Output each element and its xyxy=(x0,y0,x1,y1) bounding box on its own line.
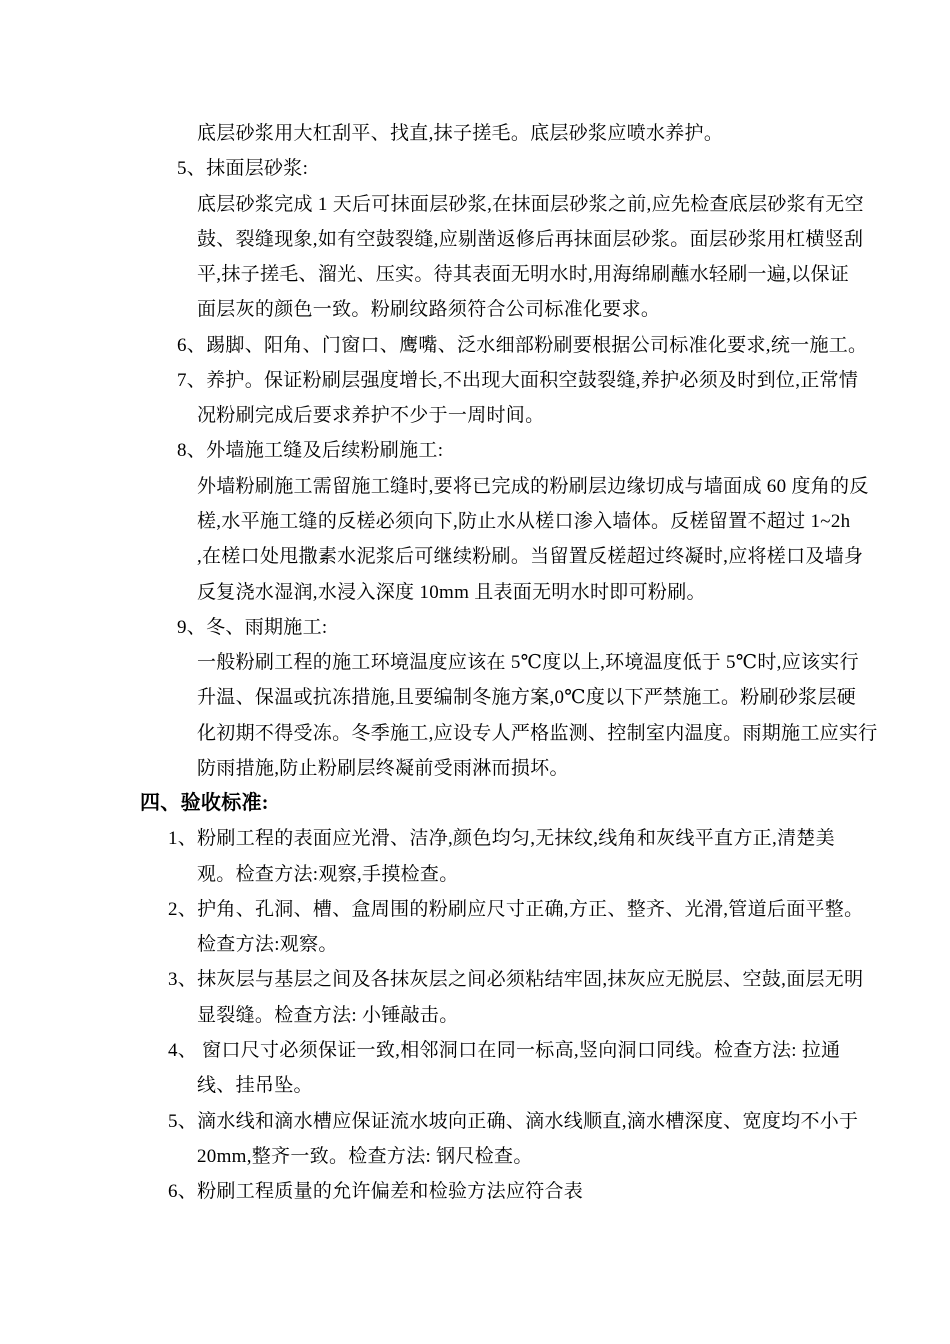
numbered-item-line: 5、抹面层砂浆: xyxy=(177,158,309,180)
numbered-item-line: 9、冬、雨期施工: xyxy=(177,616,328,638)
section-heading: 四、验收标准: xyxy=(140,792,269,815)
text-line: ,在槎口处甩撒素水泥浆后可继续粉刷。当留置反槎超过终凝时,应将槎口及墙身 xyxy=(197,546,864,568)
text-line: 反复浇水湿润,水浸入深度 10mm 且表面无明水时即可粉刷。 xyxy=(197,581,706,603)
text-line: 升温、保温或抗冻措施,且要编制冬施方案,0℃度以下严禁施工。粉刷砂浆层硬 xyxy=(197,687,857,709)
text-line: 鼓、裂缝现象,如有空鼓裂缝,应剔凿返修后再抹面层砂浆。面层砂浆用杠横竖刮 xyxy=(197,228,864,250)
numbered-item-line: 2、护角、孔洞、槽、盒周围的粉刷应尺寸正确,方正、整齐、光滑,管道后面平整。 xyxy=(168,898,864,920)
numbered-item-line: 6、粉刷工程质量的允许偏差和检验方法应符合表 xyxy=(168,1181,584,1203)
text-line: 一般粉刷工程的施工环境温度应该在 5℃度以上,环境温度低于 5℃时,应该实行 xyxy=(197,652,859,674)
numbered-item-line: 1、粉刷工程的表面应光滑、洁净,颜色均匀,无抹纹,线角和灰线平直方正,清楚美 xyxy=(168,828,835,850)
numbered-item-line: 6、踢脚、阳角、门窗口、鹰嘴、泛水细部粉刷要根据公司标准化要求,统一施工。 xyxy=(177,334,868,356)
numbered-item-line: 4、 窗口尺寸必须保证一致,相邻洞口在同一标高,竖向洞口同线。检查方法: 拉通 xyxy=(168,1040,841,1062)
text-line: 底层砂浆完成 1 天后可抹面层砂浆,在抹面层砂浆之前,应先检查底层砂浆有无空 xyxy=(197,193,864,215)
text-line: 化初期不得受冻。冬季施工,应设专人严格监测、控制室内温度。雨期施工应实行 xyxy=(197,722,878,744)
text-line: 平,抹子搓毛、溜光、压实。待其表面无明水时,用海绵刷蘸水轻刷一遍,以保证 xyxy=(197,264,850,286)
text-line: 观。检查方法:观察,手摸检查。 xyxy=(197,863,459,885)
numbered-item-line: 7、养护。保证粉刷层强度增长,不出现大面积空鼓裂缝,养护必须及时到位,正常情 xyxy=(177,369,859,391)
text-line: 底层砂浆用大杠刮平、找直,抹子搓毛。底层砂浆应喷水养护。 xyxy=(197,123,724,144)
text-line: 槎,水平施工缝的反槎必须向下,防止水从槎口渗入墙体。反槎留置不超过 1~2h xyxy=(197,510,851,532)
numbered-item-line: 8、外墙施工缝及后续粉刷施工: xyxy=(177,440,444,462)
text-line: 面层灰的颜色一致。粉刷纹路须符合公司标准化要求。 xyxy=(197,299,661,321)
text-line: 外墙粉刷施工需留施工缝时,要将已完成的粉刷层边缘切成与墙面成 60 度角的反 xyxy=(197,475,869,497)
text-line: 20mm,整齐一致。检查方法: 钢尺检查。 xyxy=(197,1145,533,1167)
text-line: 况粉刷完成后要求养护不少于一周时间。 xyxy=(197,405,545,427)
text-line: 显裂缝。检查方法: 小锤敲击。 xyxy=(197,1004,459,1026)
numbered-item-line: 5、滴水线和滴水槽应保证流水坡向正确、滴水线顺直,滴水槽深度、宽度均不小于 xyxy=(168,1110,859,1132)
numbered-item-line: 3、抹灰层与基层之间及各抹灰层之间必须粘结牢固,抹灰应无脱层、空鼓,面层无明 xyxy=(168,969,864,991)
text-line: 检查方法:观察。 xyxy=(197,934,338,956)
text-line: 线、挂吊坠。 xyxy=(197,1075,313,1097)
text-line: 防雨措施,防止粉刷层终凝前受雨淋而损坏。 xyxy=(197,757,569,779)
